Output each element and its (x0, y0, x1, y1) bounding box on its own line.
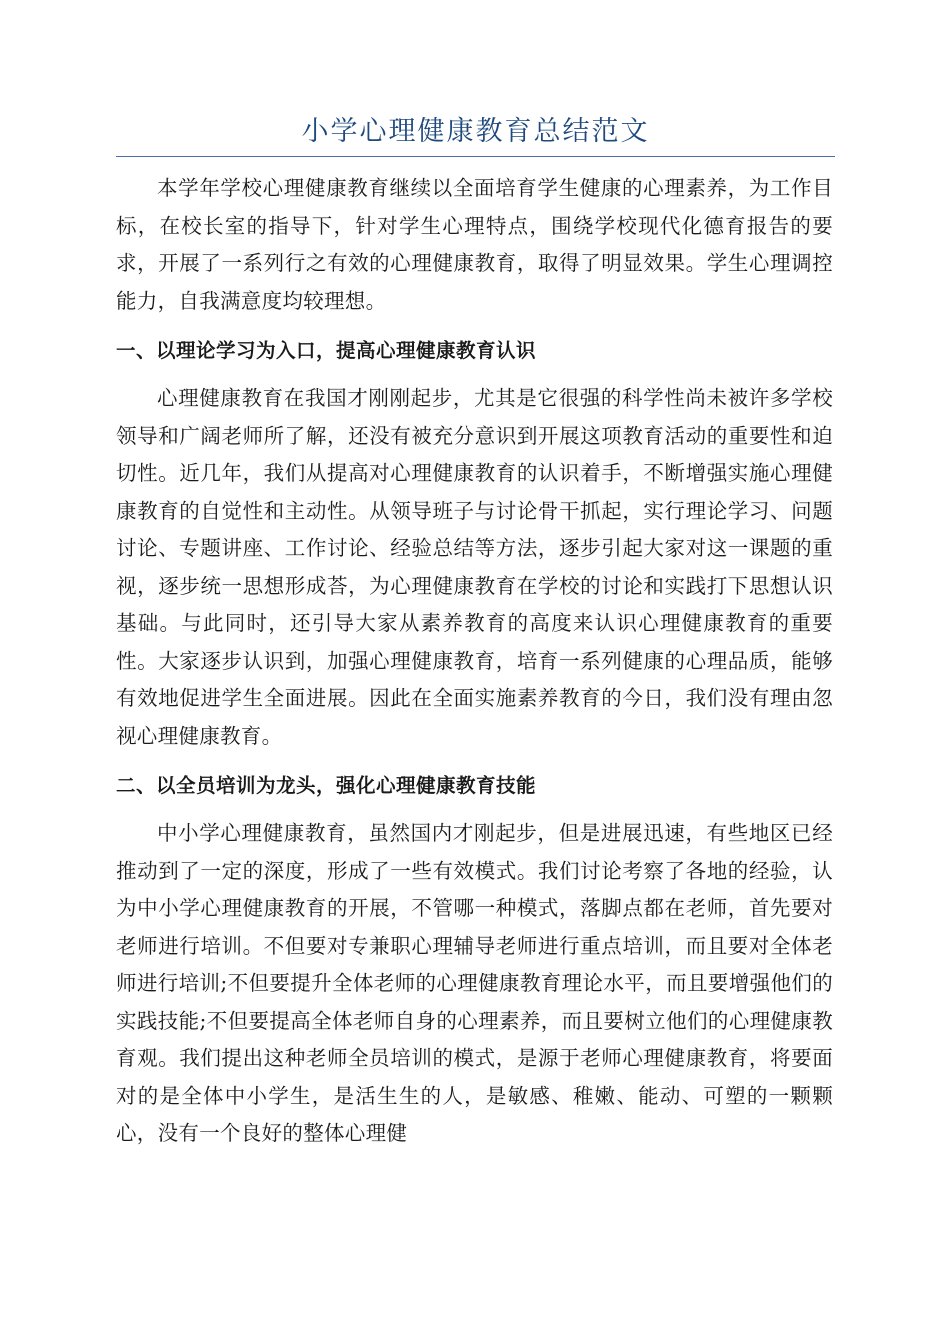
section-1-paragraph: 心理健康教育在我国才刚刚起步，尤其是它很强的科学性尚未被许多学校领导和广阔老师所了解，还没有被充分意识到开展这项教育活动的重要性和迫切性。近几年，我们从提高对心理健康教育的认识着手，不断增强实施心理健康教育的自觉性和主动性。从领导班子与讨论骨干抓起，实行理论学习、问题讨论、专题讲座、工作讨论、经验总结等方法，逐步引起大家对这一课题的重视，逐步统一思想形成荅，为心理健康教育在学校的讨论和实践打下思想认识基础。与此同时，还引导大家从素养教育的高度来认识心理健康教育的重要性。大家逐步认识到，加强心理健康教育，培育一系列健康的心理品质，能够有效地促进学生全面进展。因此在全面实施素养教育的今日，我们没有理由忽视心理健康教育。 (116, 386, 833, 748)
title-block (116, 112, 835, 157)
document-body (116, 170, 833, 1153)
section-heading-1: 一、以理论学习为入口，提高心理健康教育认识 (116, 339, 537, 362)
intro-paragraph: 本学年学校心理健康教育继续以全面培育学生健康的心理素养，为工作目标，在校长室的指导下，针对学生心理特点，围绕学校现代化德育报告的要求，开展了一系列行之有效的心理健康教育，取得了明显效果。学生心理调控能力，自我满意度均较理想。 (116, 176, 833, 313)
section-2-paragraph: 中小学心理健康教育，虽然国内才刚起步，但是进展迅速，有些地区已经推动到了一定的深度，形成了一些有效模式。我们讨论考察了各地的经验，认为中小学心理健康教育的开展，不管哪一种模式，落脚点都在老师，首先要对老师进行培训。不但要对专兼职心理辅导老师进行重点培训，而且要对全体老师进行培训;不但要提升全体老师的心理健康教育理论水平，而且要增强他们的实践技能;不但要提高全体老师自身的心理素养，而且要树立他们的心理健康教育观。我们提出这种老师全员培训的模式，是源于老师心理健康教育，将要面对的是全体中小学生，是活生生的人，是敏感、稚嫩、能动、可塑的一颗颗心，没有一个良好的整体心理健 (116, 821, 833, 1145)
document-title: 小学心理健康教育总结范文 (301, 116, 650, 147)
section-heading-2: 二、以全员培训为龙头，强化心理健康教育技能 (116, 774, 537, 797)
